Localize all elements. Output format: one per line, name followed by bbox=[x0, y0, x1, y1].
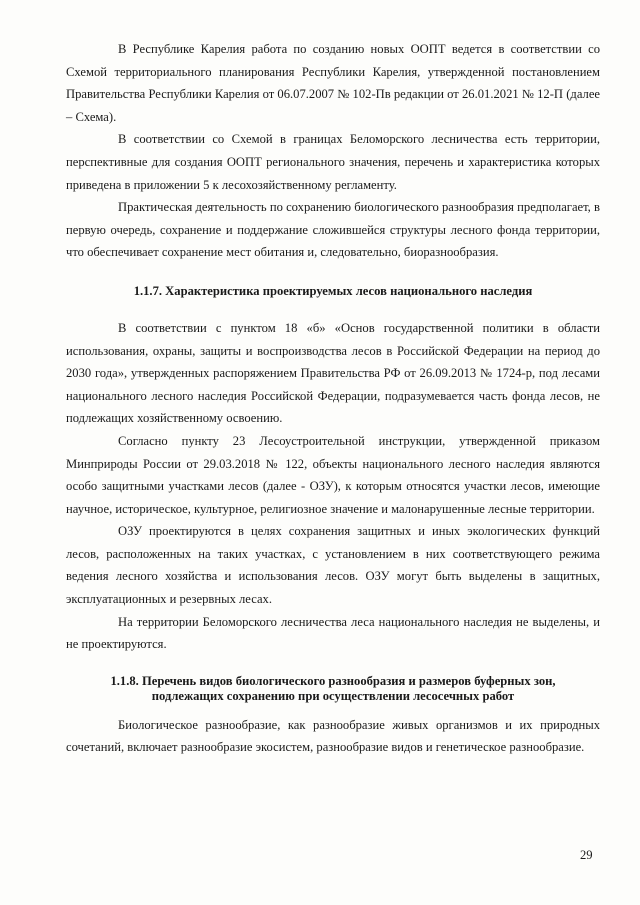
paragraph-belomorsky-territories: В соответствии со Схемой в границах Беломорского лесничества есть территории, перспективные для создания ООПТ регионального значения, перечень и характеристика которых приведена в приложении 5 к лесохозяйственному регламенту. bbox=[66, 132, 600, 192]
page-number: 29 bbox=[580, 848, 593, 862]
paragraph-not-allocated: На территории Беломорского лесничества леса национального наследия не выделены, и не проектируются. bbox=[66, 614, 600, 652]
paragraph-oopt-scheme: В Республике Карелия работа по созданию новых ООПТ ведется в соответствии со Схемой территориального планирования Республики Карелия, утвержденной постановлением Правительства Республики Карелия от 06.07.2007 № 102-Пв редакции от 26.01.2021 № 12-П (далее – Схема). bbox=[66, 42, 600, 124]
paragraph-ozu-purpose: ОЗУ проектируются в целях сохранения защитных и иных экологических функций лесов, расположенных на таких участках, с установлением в них соответствующего режима ведения лесного хозяйства и использования лесов. ОЗУ могут быть выделены в защитных, эксплуатационных и резервных лесах. bbox=[66, 524, 600, 607]
section-heading-1-1-7: 1.1.7. Характеристика проектируемых лесов национального наследия bbox=[133, 283, 533, 298]
section-heading-1-1-8-line2: подлежащих сохранению при осуществлении лесосечных работ bbox=[151, 688, 515, 703]
page-body bbox=[66, 38, 600, 759]
paragraph-biodiversity-practice: Практическая деятельность по сохранению биологического разнообразия предполагает, в первую очередь, сохранение и поддержание сложившейся структуры лесного фонда территории, что обеспечивает сохранение мест обитания и, следовательно, биоразнообразия. bbox=[66, 200, 600, 260]
paragraph-forest-inventory-instruction: Согласно пункту 23 Лесоустроительной инструкции, утвержденной приказом Минприроды России от 29.03.2018 № 122, объекты национального лесного наследия являются особо защитными участками лесов (далее - ОЗУ), к которым относятся участки лесов, имеющие научное, историческое, культурное, религиозное значение и малонарушенные лесные территории. bbox=[66, 433, 600, 516]
paragraph-national-heritage-basis: В соответствии с пунктом 18 «б» «Основ государственной политики в области использования, охраны, защиты и воспроизводства лесов в Российской Федерации на период до 2030 года», утвержденных распоряжением Правительства РФ от 26.09.2013 № 1724-р, под лесами национального лесного наследия Российской Федерации, подразумевается часть фонда лесов, не подлежащих хозяйственному освоению. bbox=[66, 320, 600, 426]
section-heading-1-1-8-line1: 1.1.8. Перечень видов биологического разнообразия и размеров буферных зон, bbox=[110, 673, 556, 688]
section-heading-1-1-8 bbox=[66, 674, 600, 704]
paragraph-biodiversity-definition: Биологическое разнообразие, как разнообразие живых организмов и их природных сочетаний, включает разнообразие экосистем, разнообразие видов и генетическое разнообразие. bbox=[66, 717, 600, 755]
